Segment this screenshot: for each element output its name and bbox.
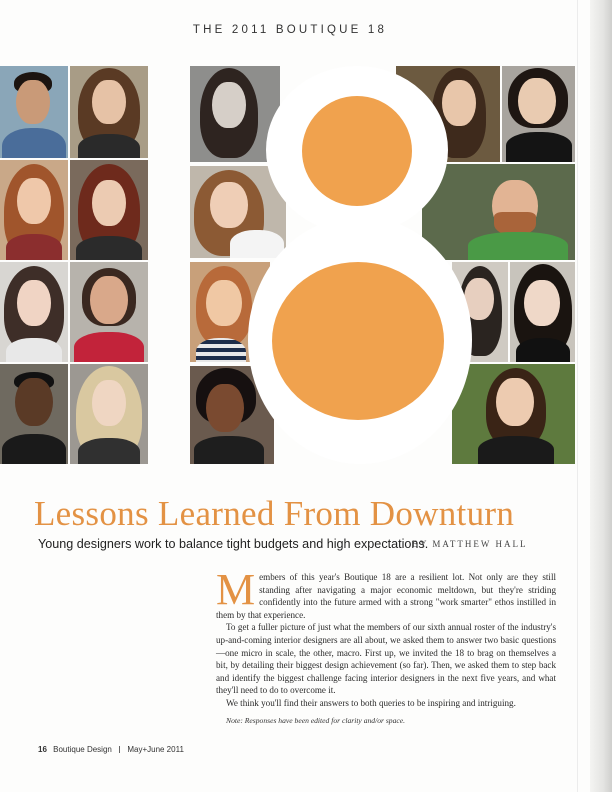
- eight-upper-counter: [302, 96, 412, 206]
- portrait-photo: [502, 66, 575, 162]
- gutter-line: [577, 0, 578, 792]
- folio-divider: [119, 746, 120, 753]
- drop-cap: M: [216, 565, 256, 614]
- portrait-photo: [0, 364, 68, 464]
- portrait-photo: [70, 66, 148, 158]
- issue-date: May+June 2011: [127, 745, 184, 754]
- page-spine-edge: [590, 0, 612, 792]
- article-paragraph: Members of this year's Boutique 18 are a resilient lot. Not only are they still standing after navigating a major economic meltdown, but they're striding confidently into the future armed with a strong "work smarter" ethos instilled in them by that experience.: [216, 565, 556, 620]
- page-number: 16: [38, 745, 47, 754]
- portrait-photo: [0, 66, 68, 158]
- page-folio: [38, 745, 184, 754]
- article-subhead: Young designers work to balance tight budgets and high expectations.: [38, 537, 429, 551]
- portrait-photo: [0, 160, 68, 260]
- article-paragraph: To get a fuller picture of just what the members of our sixth annual roster of the industry's up-and-coming interior designers are all about, we asked them to answer two basic questions—one micro in scale, the other, macro. First up, we invited the 18 to brag on themselves a bit, by detailing their biggest design achievement (so far). Then, we asked them to step back and identify the biggest challenge facing interior designers in the next five years, and what they'll need to do to overcome it.: [216, 622, 556, 696]
- numeral-eight-graphic: [248, 66, 472, 464]
- portrait-photo: [70, 262, 148, 362]
- article-headline: Lessons Learned From Downturn: [34, 494, 515, 533]
- publication-name: Boutique Design: [53, 745, 112, 754]
- portrait-photo: [0, 262, 68, 362]
- portrait-photo: [510, 262, 575, 362]
- article-paragraph: We think you'll find their answers to both queries to be inspiring and intriguing.: [226, 697, 516, 708]
- portrait-photo: [70, 364, 148, 464]
- editor-note: Note: Responses have been edited for clarity and/or space.: [226, 716, 406, 725]
- portrait-photo: [70, 160, 148, 260]
- section-kicker: THE 2011 BOUTIQUE 18: [192, 24, 388, 36]
- article-byline: BY MATTHEW HALL: [412, 539, 528, 549]
- article-body: [216, 565, 556, 710]
- eight-lower-counter: [272, 262, 444, 420]
